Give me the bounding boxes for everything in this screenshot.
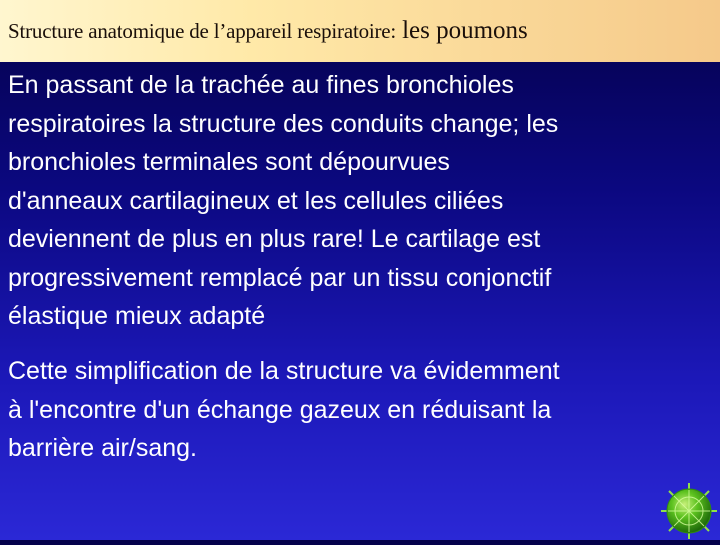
text-line: bronchioles terminales sont dépourvues [8, 148, 450, 176]
text-line: élastique mieux adapté [8, 302, 266, 330]
text-line: barrière air/sang. [8, 434, 197, 462]
text-line: à l'encontre d'un échange gazeux en réduisant la [8, 395, 552, 424]
text-line: respiratoires la structure des conduits change; les [8, 109, 559, 138]
text-line: progressivement remplacé par un tissu conjonctif [8, 263, 552, 292]
text-line: deviennent de plus en plus rare! Le cartilage est [8, 225, 541, 253]
slide-title-bar [0, 0, 720, 62]
paragraph-simplification [8, 352, 720, 468]
text-line: Cette simplification de la structure va évidemment [8, 357, 560, 385]
slide-title: Structure anatomique de l’appareil respiratoire: [8, 18, 397, 43]
paragraph-bronchioles [8, 66, 720, 336]
green-globe-icon [660, 482, 718, 540]
text-line: d'anneaux cartilagineux et les cellules ciliées [8, 186, 504, 215]
slide-title-topic: les poumons [402, 17, 528, 44]
text-line: En passant de la trachée au fines bronchioles [8, 71, 514, 99]
